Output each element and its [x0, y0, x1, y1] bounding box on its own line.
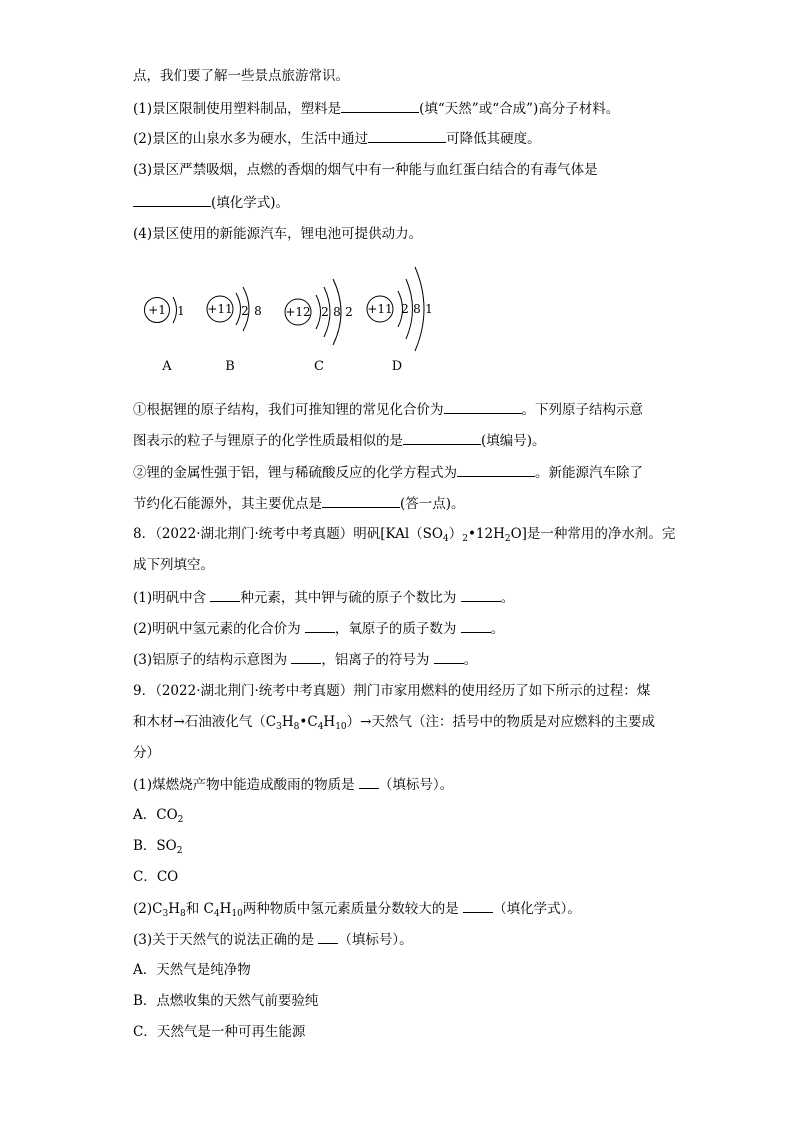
- option-c[interactable]: C．CO: [133, 869, 179, 885]
- atomic-structure-diagram: [133, 255, 453, 380]
- answer-blank[interactable]: [322, 493, 400, 508]
- question-4-2: ②锂的金属性强于铝，锂与稀硫酸反应的化学方程式为 。新能源汽车除了: [133, 462, 643, 483]
- question-9-2: $(2)C_3H_8$和 $C_4H_{10}$两种物质中氢元素质量分数较大的是 （填化学式）。: [133, 898, 581, 919]
- shell-d-1: 2: [401, 302, 409, 316]
- question-8-3: (3)铝原子的结构示意图为 ，铝离子的符号为 。: [133, 649, 477, 670]
- nucleus-a: +1: [148, 303, 166, 317]
- answer-blank[interactable]: [341, 98, 419, 113]
- question-8-1: (1)明矾中含 种元素，其中钾与硫的原子个数比为 。: [133, 587, 514, 608]
- option-a[interactable]: A．$CO_2$: [133, 807, 184, 825]
- label-a: A: [162, 359, 172, 374]
- atom-b: [207, 287, 262, 374]
- text-line: 成下列填空。: [133, 557, 214, 573]
- answer-blank[interactable]: [359, 774, 379, 789]
- question-3-cont: (填化学式)。: [133, 192, 289, 213]
- option-b[interactable]: B．点燃收集的天然气前要验纯: [133, 993, 319, 1009]
- label-c: C: [314, 359, 324, 374]
- answer-blank[interactable]: [318, 929, 338, 944]
- question-4-2-cont: 节约化石能源外，其主要优点是 (答一点)。: [133, 493, 465, 514]
- text-line: 和木材→石油液化气$(C_3H_8•C_4H_{10})\to$天然气（注：括号中的物质是对应燃料的主要成: [133, 714, 655, 732]
- shell-b-2: 8: [254, 304, 262, 318]
- shell-c-1: 2: [321, 305, 329, 319]
- question-4-1-cont: 图表示的粒子与锂原子的化学性质最相似的是 (填编号)。: [133, 430, 546, 451]
- question-8-2: (2)明矾中氢元素的化合价为 ，氧原子的质子数为 。: [133, 618, 504, 639]
- question-4-1: ①根据锂的原子结构，我们可推知锂的常见化合价为 。下列原子结构示意: [133, 399, 643, 420]
- answer-blank[interactable]: [463, 898, 493, 913]
- shell-d-3: 1: [425, 302, 433, 316]
- question-1: (1)景区限制使用塑料制品，塑料是 (填“天然”或“合成”)高分子材料。: [133, 98, 619, 119]
- question-9-3: (3)关于天然气的说法正确的是 （填标号）。: [133, 929, 413, 950]
- question-4: (4)景区使用的新能源汽车，锂电池可提供动力。: [133, 226, 423, 242]
- question-9-1: (1)煤燃烧产物中能造成酸雨的物质是 （填标号）。: [133, 774, 453, 795]
- option-c[interactable]: C．天然气是一种可再生能源: [133, 1024, 306, 1040]
- answer-blank[interactable]: [461, 618, 491, 633]
- question-8-title: 8．（2022·湖北荆门·统考中考真题）明矾$[KAl(SO_4)_2•12H_2O]$是一种常用的净水剂。完: [133, 526, 676, 544]
- answer-blank[interactable]: [403, 430, 481, 445]
- nucleus-b: +11: [207, 302, 233, 316]
- question-2: (2)景区的山泉水多为硬水，生活中通过 可降低其硬度。: [133, 128, 541, 149]
- shell-c-3: 2: [345, 305, 353, 319]
- answer-blank[interactable]: [305, 618, 335, 633]
- text-line: 点，我们要了解一些景点旅游常识。: [133, 68, 349, 84]
- shell-b-1: 2: [241, 304, 249, 318]
- answer-blank[interactable]: [291, 649, 321, 664]
- nucleus-c: +12: [285, 305, 311, 319]
- text-line: 分）: [133, 745, 160, 761]
- question-3: (3)景区严禁吸烟，点燃的香烟的烟气中有一种能与血红蛋白结合的有毒气体是: [133, 162, 598, 178]
- label-b: B: [225, 359, 235, 374]
- atom-d: [367, 267, 433, 374]
- answer-blank[interactable]: [444, 399, 522, 414]
- shell-c-2: 8: [333, 305, 341, 319]
- answer-blank[interactable]: [434, 649, 464, 664]
- answer-blank[interactable]: [210, 587, 240, 602]
- atom-c: [285, 279, 353, 374]
- answer-blank[interactable]: [457, 462, 535, 477]
- option-b[interactable]: B．$SO_2$: [133, 838, 183, 856]
- shell-a-1: 1: [177, 304, 185, 318]
- option-a[interactable]: A．天然气是纯净物: [133, 962, 251, 978]
- question-9-title: 9．（2022·湖北荆门·统考中考真题）荆门市家用燃料的使用经历了如下所示的过程：煤: [133, 683, 651, 699]
- answer-blank[interactable]: [368, 128, 446, 143]
- shell-d-2: 8: [413, 302, 421, 316]
- answer-blank[interactable]: [133, 192, 211, 207]
- answer-blank[interactable]: [461, 587, 501, 602]
- nucleus-d: +11: [367, 302, 393, 316]
- atom-a: [145, 297, 185, 374]
- label-d: D: [391, 359, 403, 374]
